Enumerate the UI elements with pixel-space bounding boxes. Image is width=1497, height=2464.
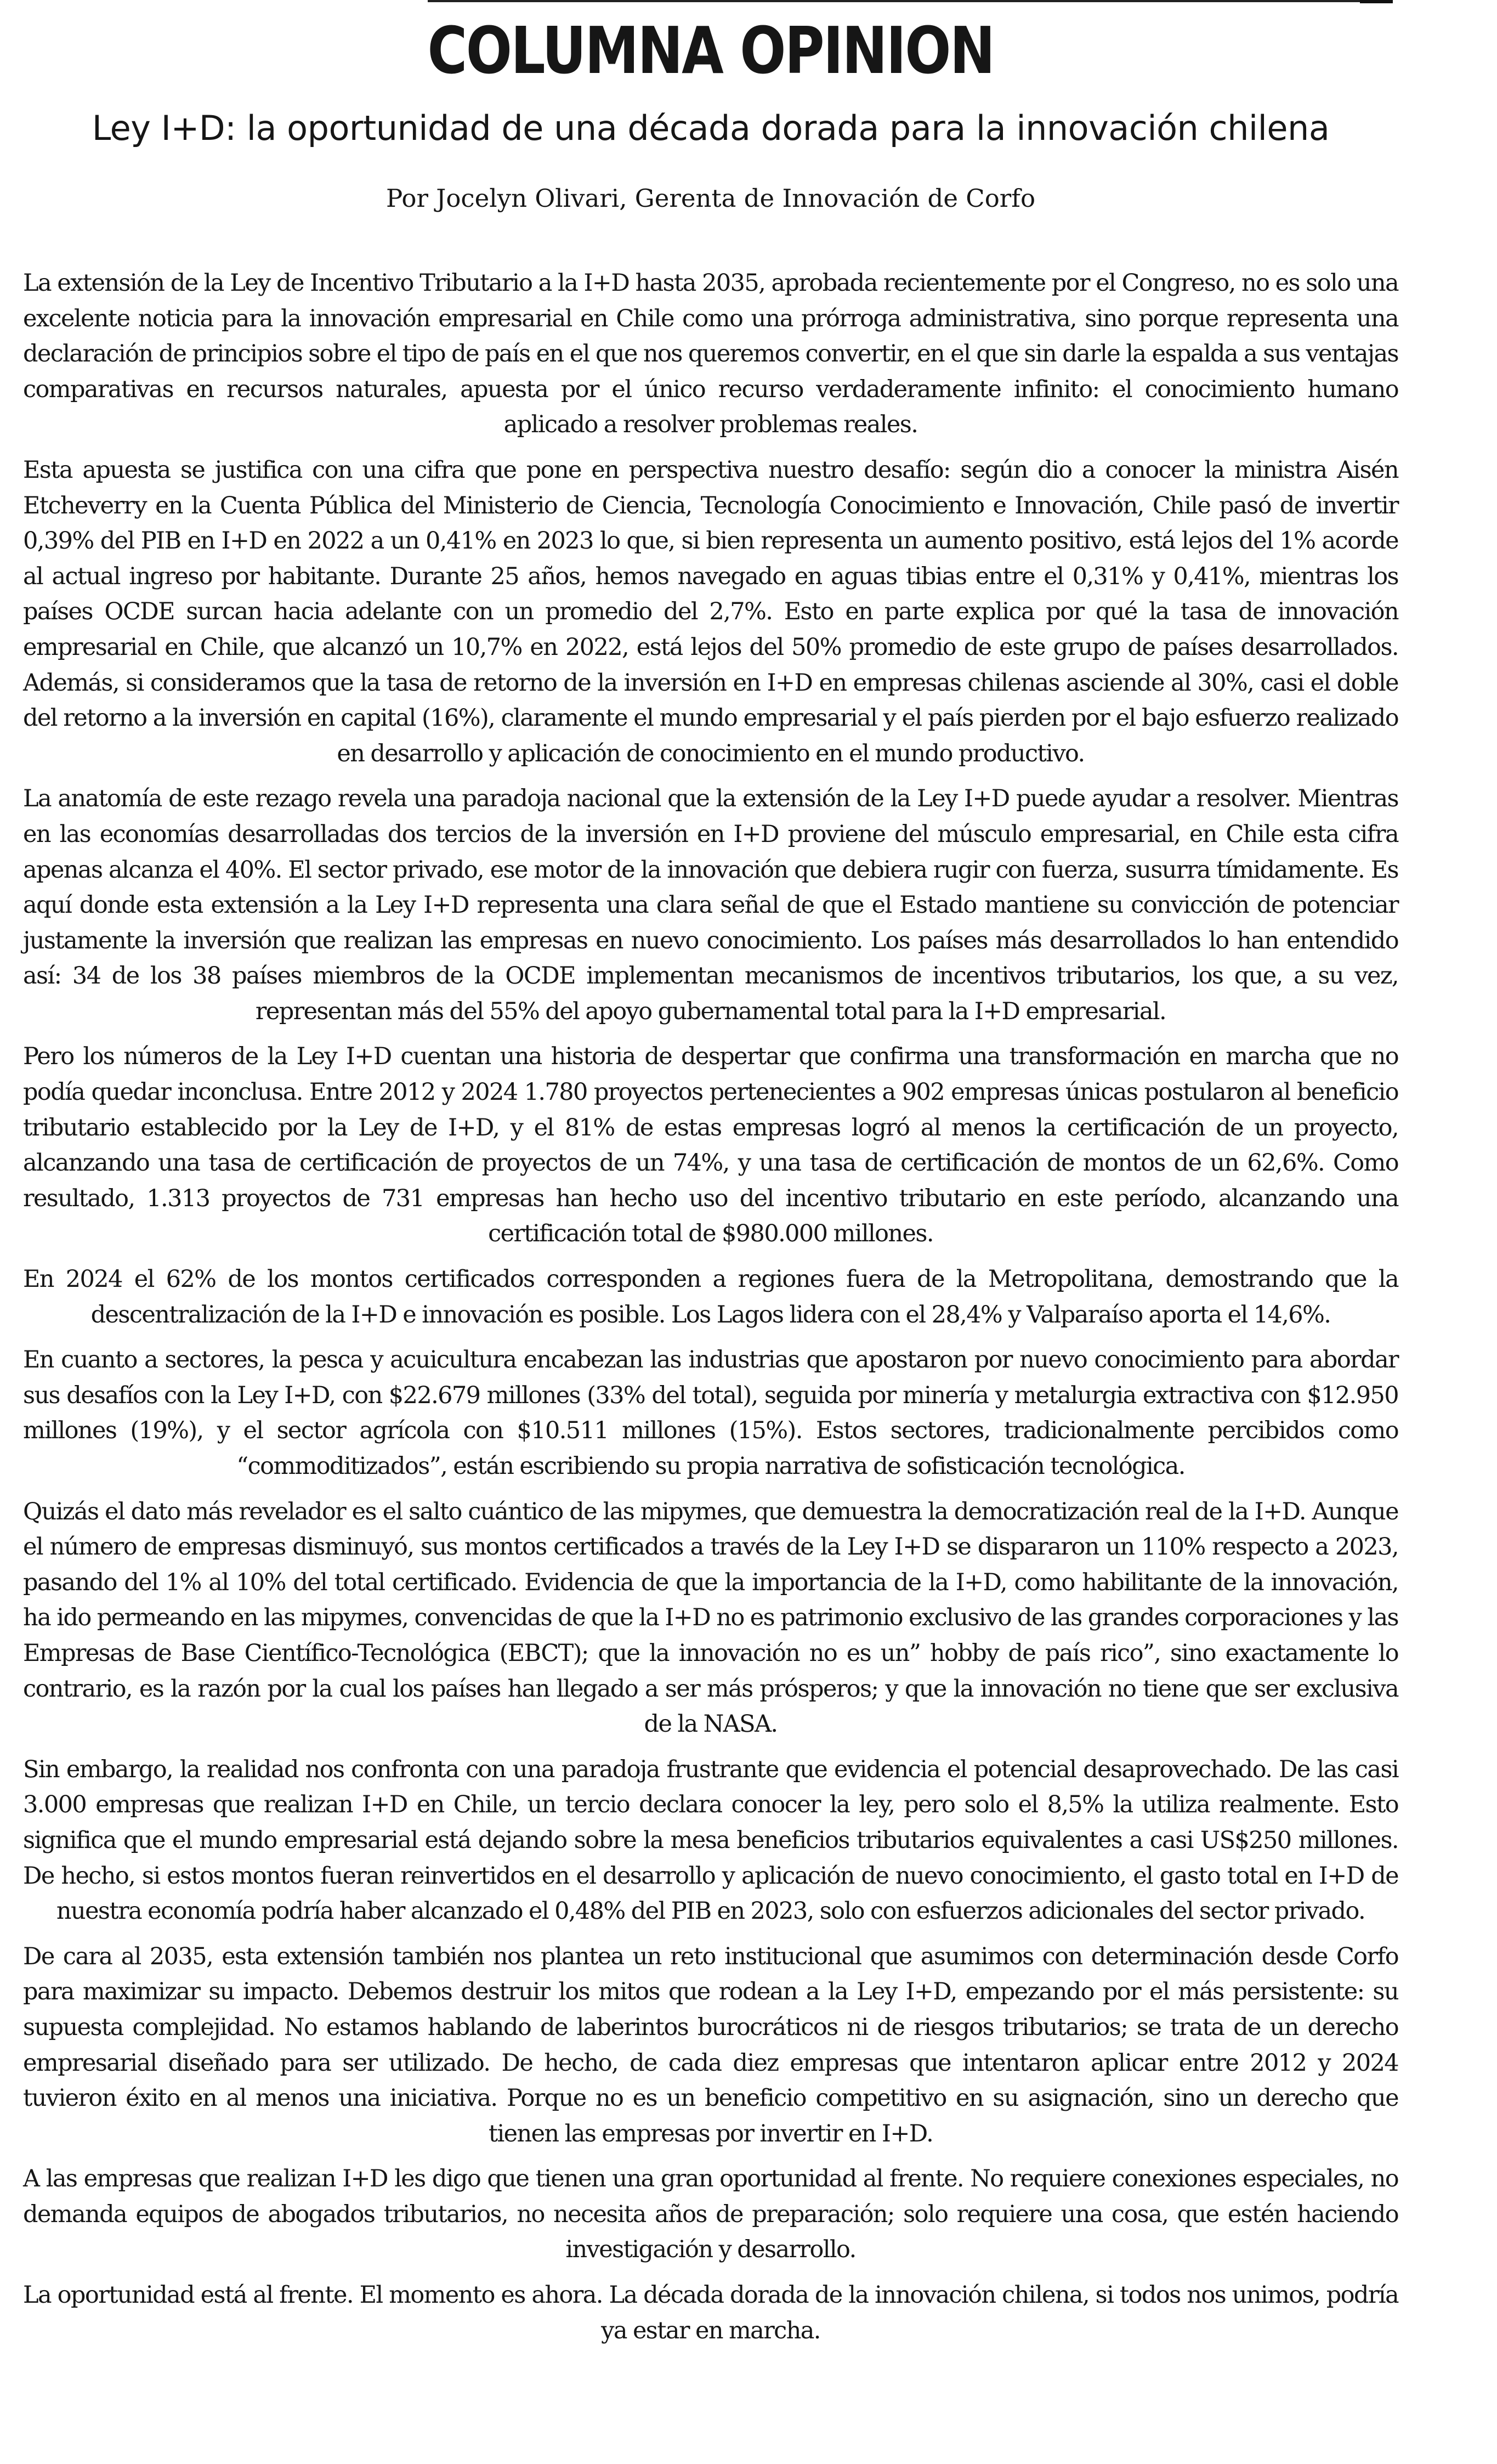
paragraph: La anatomía de este rezago revela una paradoja nacional que la extensión de la Ley I+D puede ayudar a resolver. Mientras en las economías desarrolladas dos tercios de la inversión en I+D proviene del músculo empresarial, en Chile esta cifra apenas alcanza el 40%. El sector privado, ese motor de la innovación que debiera rugir con fuerza, susurra tímidamente. Es aquí donde esta extensión a la Ley I+D representa una clara señal de que el Estado mantiene su convicción de potenciar justamente la inversión que realizan las empresas en nuevo conocimiento. Los países más desarrollados lo han entendido así: 34 de los 38 países miembros de la OCDE implementan mecanismos de incentivos tributarios, los que, a su vez, representan más del 55% del apoyo gubernamental total para la I+D empresarial. xyxy=(23,785,1398,1025)
article-body xyxy=(23,265,1398,2348)
paragraph: La oportunidad está al frente. El momento es ahora. La década dorada de la innovación chilena, si todos nos unimos, podría ya estar en marcha. xyxy=(23,2281,1398,2344)
paragraph: De cara al 2035, esta extensión también nos plantea un reto institucional que asumimos con determinación desde Corfo para maximizar su impacto. Debemos destruir los mitos que rodean a la Ley I+D, empezando por el más persistente: su supuesta complejidad. No estamos hablando de laberintos burocráticos ni de riesgos tributarios; se trata de un derecho empresarial diseñado para ser utilizado. De hecho, de cada diez empresas que intentaron aplicar entre 2012 y 2024 tuvieron éxito en al menos una iniciativa. Porque no es un beneficio competitivo en su asignación, sino un derecho que tienen las empresas por invertir en I+D. xyxy=(23,1942,1398,2147)
author-byline: Por Jocelyn Olivari, Gerenta de Innovación de Corfo xyxy=(385,184,1036,213)
paragraph: Quizás el dato más revelador es el salto cuántico de las mipymes, que demuestra la democratización real de la I+D. Aunque el número de empresas disminuyó, sus montos certificados a través de la Ley I+D se dispararon un 110% respecto a 2023, pasando del 1% al 10% del total certificado. Evidencia de que la importancia de la I+D, como habilitante de la innovación, ha ido permeando en las mipymes, convencidas de que la I+D no es patrimonio exclusivo de las grandes corporaciones y las Empresas de Base Científico-Tecnológica (EBCT); que la innovación no es un” hobby de país rico”, sino exactamente lo contrario, es la razón por la cual los países han llegado a ser más prósperos; y que la innovación no tiene que ser exclusiva de la NASA. xyxy=(23,1497,1398,1738)
opinion-column xyxy=(23,0,1398,2358)
paragraph: A las empresas que realizan I+D les digo que tienen una gran oportunidad al frente. No requiere conexiones especiales, no demanda equipos de abogados tributarios, no necesita años de preparación; solo requiere una cosa, que estén haciendo investigación y desarrollo. xyxy=(23,2165,1398,2264)
paragraph: Esta apuesta se justifica con una cifra que pone en perspectiva nuestro desafío: según dio a conocer la ministra Aisén Etcheverry en la Cuenta Pública del Ministerio de Ciencia, Tecnología Conocimiento e Innovación, Chile pasó de invertir 0,39% del PIB en I+D en 2022 a un 0,41% en 2023 lo que, si bien representa un aumento positivo, está lejos del 1% acorde al actual ingreso por habitante. Durante 25 años, hemos navegado en aguas tibias entre el 0,31% y 0,41%, mientras los países OCDE surcan hacia adelante con un promedio del 2,7%. Esto en parte explica por qué la tasa de innovación empresarial en Chile, que alcanzó un 10,7% en 2022, está lejos del 50% promedio de este grupo de países desarrollados. Además, si consideramos que la tasa de retorno de la inversión en I+D en empresas chilenas asciende al 30%, casi el doble del retorno a la inversión en capital (16%), claramente el mundo empresarial y el país pierden por el bajo esfuerzo realizado en desarrollo y aplicación de conocimiento en el mundo productivo. xyxy=(23,456,1398,767)
article-title: Ley I+D: la oportunidad de una década dorada para la innovación chilena xyxy=(92,108,1330,148)
paragraph: En 2024 el 62% de los montos certificados corresponden a regiones fuera de la Metropolitana, demostrando que la descentralización de la I+D e innovación es posible. Los Lagos lidera con el 28,4% y Valparaíso aporta el 14,6%. xyxy=(23,1265,1398,1329)
paragraph: Pero los números de la Ley I+D cuentan una historia de despertar que confirma una transformación en marcha que no podía quedar inconclusa. Entre 2012 y 2024 1.780 proyectos pertenecientes a 902 empresas únicas postularon al beneficio tributario establecido por la Ley de I+D, y el 81% de estas empresas logró al menos la certificación de un proyecto, alcanzando una tasa de certificación de proyectos de un 74%, y una tasa de certificación de montos de un 62,6%. Como resultado, 1.313 proyectos de 731 empresas han hecho uso del incentivo tributario en este período, alcanzando una certificación total de $980.000 millones. xyxy=(23,1043,1398,1248)
paragraph: Sin embargo, la realidad nos confronta con una paradoja frustrante que evidencia el potencial desaprovechado. De las casi 3.000 empresas que realizan I+D en Chile, un tercio declara conocer la ley, pero solo el 8,5% la utiliza realmente. Esto significa que el mundo empresarial está dejando sobre la mesa beneficios tributarios equivalentes a casi US$250 millones. De hecho, si estos montos fueran reinvertidos en el desarrollo y aplicación de nuevo conocimiento, el gasto total en I+D de nuestra economía podría haber alcanzado el 0,48% del PIB en 2023, solo con esfuerzos adicionales del sector privado. xyxy=(23,1755,1398,1925)
section-heading: COLUMNA OPINION xyxy=(427,13,994,88)
paragraph: En cuanto a sectores, la pesca y acuicultura encabezan las industrias que apostaron por nuevo conocimiento para abordar sus desafíos con la Ley I+D, con $22.679 millones (33% del total), seguida por minería y metalurgia extractiva con $12.950 millones (19%), y el sector agrícola con $10.511 millones (15%). Estos sectores, tradicionalmente percibidos como “commoditizados”, están escribiendo su propia narrativa de sofisticación tecnológica. xyxy=(23,1346,1398,1480)
paragraph: La extensión de la Ley de Incentivo Tributario a la I+D hasta 2035, aprobada recientemente por el Congreso, no es solo una excelente noticia para la innovación empresarial en Chile como una prórroga administrativa, sino porque representa una declaración de principios sobre el tipo de país en el que nos queremos convertir, en el que sin darle la espalda a sus ventajas comparativas en recursos naturales, apuesta por el único recurso verdaderamente infinito: el conocimiento humano aplicado a resolver problemas reales. xyxy=(23,269,1398,439)
